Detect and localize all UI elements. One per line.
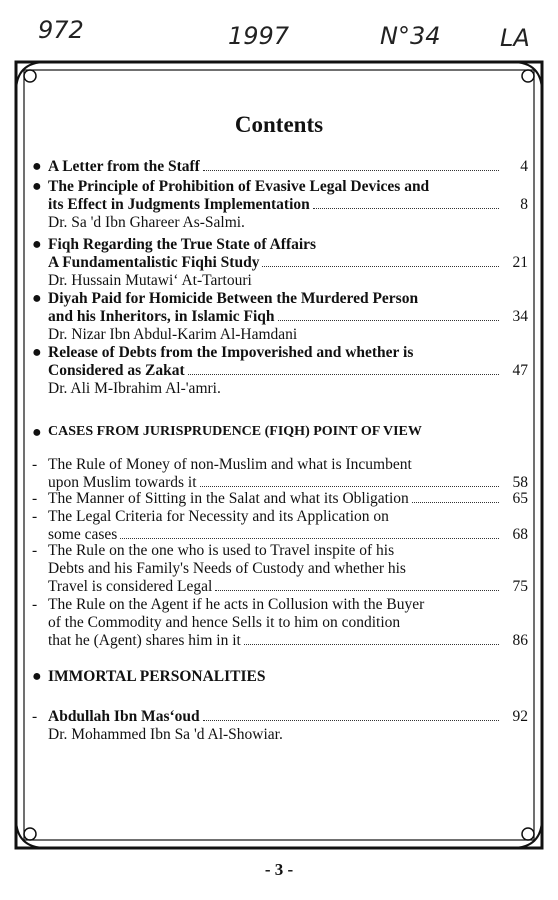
case-title-line: The Rule of Money of non-Muslim and what is Incumbent bbox=[48, 456, 412, 473]
bullet-icon: ● bbox=[32, 178, 42, 195]
personality-entry[interactable] bbox=[32, 708, 528, 744]
entry-title-line: A Fundamentalistic Fiqhi Study bbox=[48, 254, 260, 271]
case-entry[interactable] bbox=[32, 542, 528, 596]
author: Dr. Nizar Ibn Abdul-Karim Al-Hamdani bbox=[48, 326, 298, 343]
entry-title-line: and his Inheritors, in Islamic Fiqh bbox=[48, 308, 275, 325]
toc-entry[interactable] bbox=[32, 344, 528, 398]
toc-entry[interactable] bbox=[32, 236, 528, 290]
case-title-line: The Manner of Sitting in the Salat and what its Obligation bbox=[48, 490, 409, 507]
leader-dots bbox=[313, 199, 499, 209]
leader-dots bbox=[200, 477, 499, 487]
section-heading: CASES FROM JURISPRUDENCE (FIQH) POINT OF VIEW bbox=[48, 424, 422, 439]
case-title-line: The Rule on the one who is used to Travel inspite of his bbox=[48, 542, 395, 559]
leader-dots bbox=[203, 711, 499, 721]
toc-entry[interactable] bbox=[32, 178, 528, 232]
bullet-icon: ● bbox=[32, 236, 42, 253]
toc-entry[interactable] bbox=[32, 290, 528, 344]
handwritten-note: N°34 bbox=[380, 22, 441, 50]
leader-dots bbox=[278, 311, 499, 321]
leader-dots bbox=[188, 365, 499, 375]
case-title-line: Travel is considered Legal bbox=[48, 578, 213, 595]
case-title-line: of the Commodity and hence Sells it to him on condition bbox=[48, 614, 401, 631]
page-ref: 21 bbox=[512, 254, 528, 271]
case-title-line: The Legal Criteria for Necessity and its Application on bbox=[48, 508, 389, 525]
dash-marker: - bbox=[32, 456, 38, 473]
leader-dots bbox=[215, 581, 499, 591]
page-ref: 92 bbox=[512, 708, 528, 725]
entry-title-line: The Principle of Prohibition of Evasive Legal Devices and bbox=[48, 178, 430, 195]
case-entry[interactable] bbox=[32, 456, 528, 492]
dash-marker: - bbox=[32, 596, 38, 613]
page-ref: 86 bbox=[512, 632, 528, 649]
entry-title-line: Considered as Zakat bbox=[48, 362, 185, 379]
case-title-line: that he (Agent) shares him in it bbox=[48, 632, 241, 649]
dash-marker: - bbox=[32, 708, 38, 725]
case-entry[interactable] bbox=[32, 508, 528, 544]
bullet-icon: ● bbox=[32, 158, 42, 175]
leader-dots bbox=[203, 161, 499, 171]
handwritten-note: 972 bbox=[38, 16, 84, 44]
entry-title-line: Fiqh Regarding the True State of Affairs bbox=[48, 236, 317, 253]
page-ref: 8 bbox=[520, 196, 528, 213]
author: Dr. Hussain Mutawi‘ At-Tartouri bbox=[48, 272, 252, 289]
author: Dr. Sa 'd Ibn Ghareer As-Salmi. bbox=[48, 214, 245, 231]
leader-dots bbox=[262, 257, 499, 267]
section-heading: IMMORTAL PERSONALITIES bbox=[48, 668, 266, 685]
page-ref: 34 bbox=[512, 308, 528, 325]
handwritten-note: 1997 bbox=[228, 22, 290, 50]
page-ref: 4 bbox=[520, 158, 528, 175]
dash-marker: - bbox=[32, 490, 38, 507]
page-number: - 3 - bbox=[264, 860, 294, 879]
case-entry[interactable] bbox=[32, 490, 528, 508]
leader-dots bbox=[412, 493, 499, 503]
case-title-line: some cases bbox=[48, 526, 118, 543]
case-title-line: Debts and his Family's Needs of Custody and whether his bbox=[48, 560, 406, 577]
dash-marker: - bbox=[32, 508, 38, 525]
entry-title-line: its Effect in Judgments Implementation bbox=[48, 196, 310, 213]
personality-name: Abdullah Ibn Mas‘oud bbox=[48, 708, 200, 725]
toc-entry[interactable] bbox=[32, 158, 528, 176]
author: Dr. Ali M-Ibrahim Al-'amri. bbox=[48, 380, 221, 397]
page-ref: 75 bbox=[512, 578, 528, 595]
page-title: Contents bbox=[234, 112, 324, 137]
leader-dots bbox=[244, 635, 499, 645]
entry-title-line: Diyah Paid for Homicide Between the Murdered Person bbox=[48, 290, 419, 307]
author: Dr. Mohammed Ibn Sa 'd Al-Showiar. bbox=[48, 726, 283, 743]
cases-heading bbox=[32, 424, 528, 441]
case-entry[interactable] bbox=[32, 596, 528, 650]
case-title-line: The Rule on the Agent if he acts in Collusion with the Buyer bbox=[48, 596, 425, 613]
leader-dots bbox=[120, 529, 499, 539]
entry-title-line: Release of Debts from the Impoverished and whether is bbox=[48, 344, 414, 361]
case-title-line: upon Muslim towards it bbox=[48, 474, 197, 491]
bullet-icon: ● bbox=[32, 668, 42, 685]
page-ref: 58 bbox=[512, 474, 528, 491]
bullet-icon: ● bbox=[32, 424, 42, 441]
handwritten-note: LA bbox=[500, 24, 530, 52]
bullet-icon: ● bbox=[32, 344, 42, 361]
dash-marker: - bbox=[32, 542, 38, 559]
page-ref: 47 bbox=[512, 362, 528, 379]
personalities-heading bbox=[32, 668, 528, 686]
bullet-icon: ● bbox=[32, 290, 42, 307]
page-ref: 68 bbox=[512, 526, 528, 543]
page-ref: 65 bbox=[512, 490, 528, 507]
entry-title-line: A Letter from the Staff bbox=[48, 158, 200, 175]
